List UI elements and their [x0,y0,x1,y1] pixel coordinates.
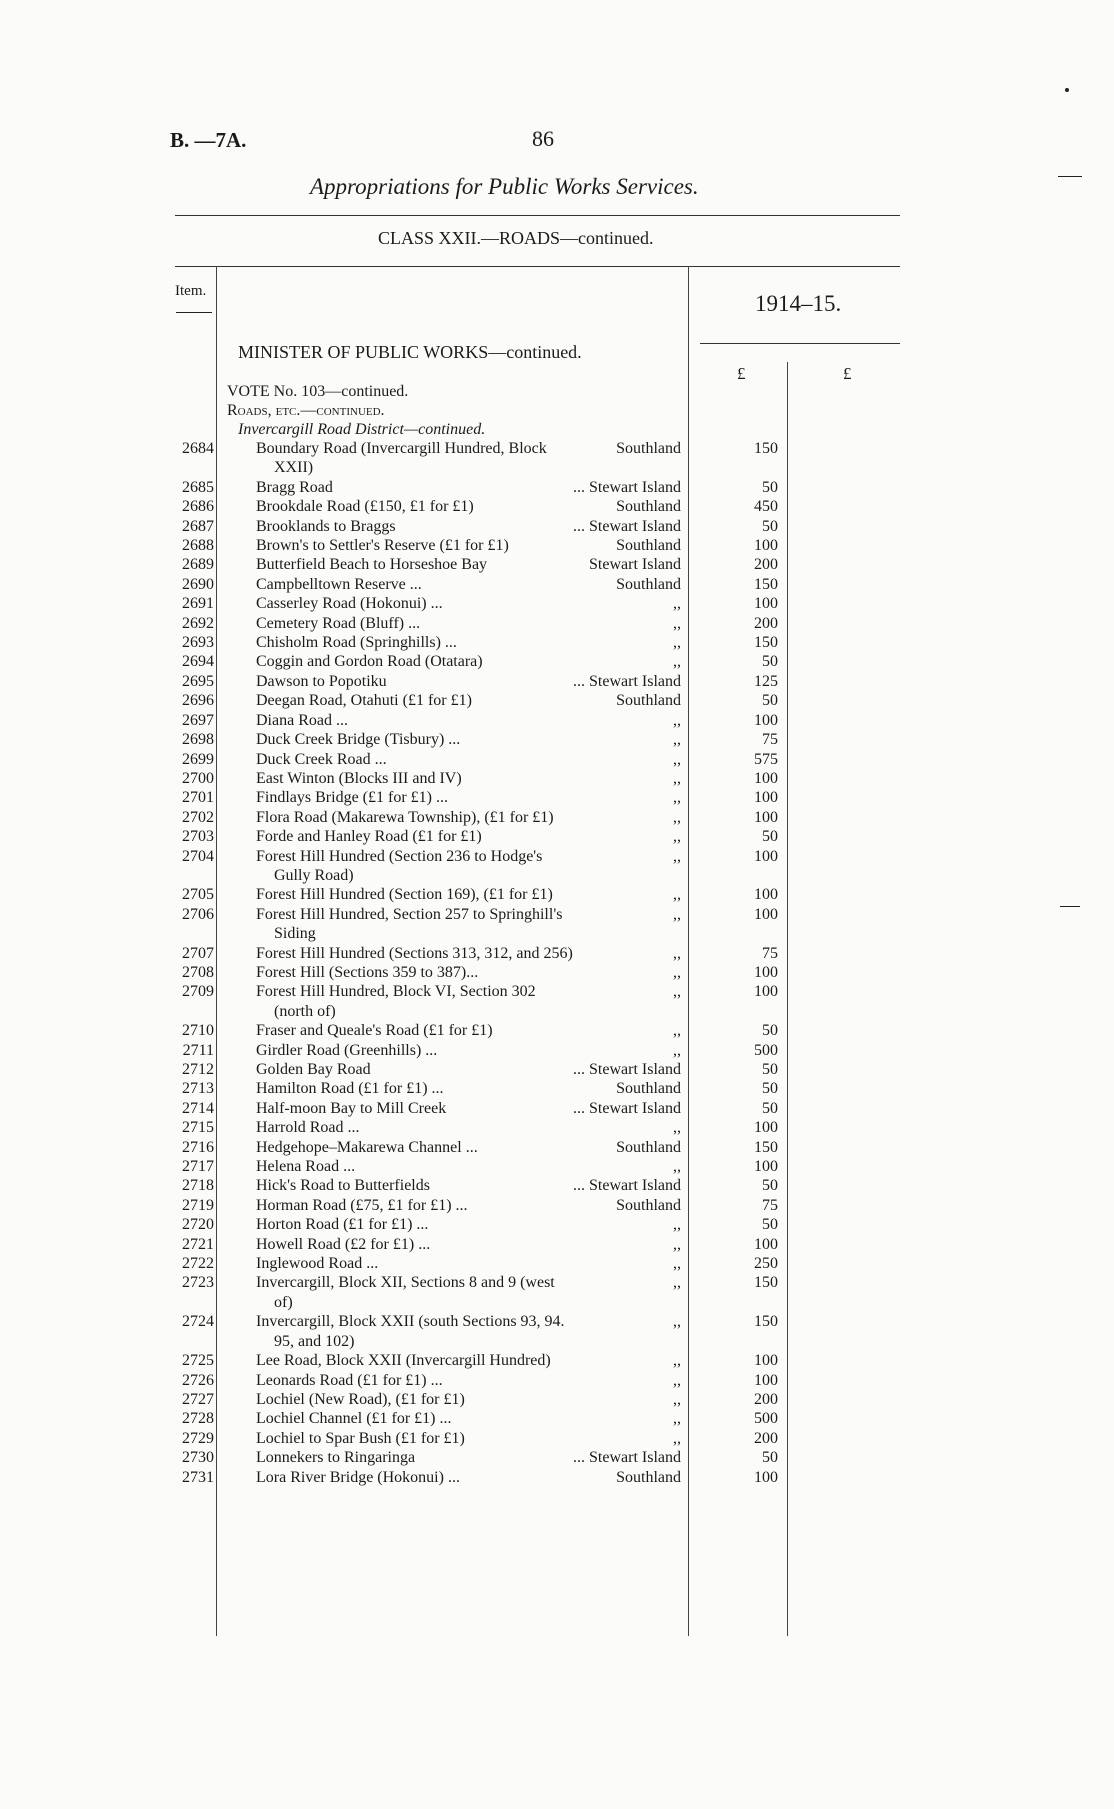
item-amount: 50 [762,653,778,671]
item-number: 2717 [182,1158,214,1176]
margin-mark [1060,906,1080,907]
table-row [0,827,1114,846]
item-description: Chisholm Road (Springhills) ... [256,634,457,652]
item-description: Cemetery Road (Bluff) ... [256,614,421,632]
table-row [0,1060,1114,1079]
item-amount: 100 [754,789,778,807]
item-amount: 150 [754,634,778,652]
item-description: Golden Bay Road [256,1061,371,1078]
item-number: 2685 [182,478,214,496]
item-locality: ... Stewart Island [573,1099,681,1117]
item-amount: 75 [762,1196,778,1214]
item-description: Hamilton Road (£1 for £1) ... [256,1080,444,1098]
item-locality: Stewart Island [589,556,681,574]
table-row [0,963,1114,982]
item-amount: 100 [754,905,778,923]
item-number: 2712 [182,1061,214,1078]
item-locality: ,, [673,983,681,1001]
item-amount: 100 [754,1352,778,1370]
amount-header-rule [700,343,900,344]
item-description: Hedgehope–Makarewa Channel ... [256,1138,478,1156]
item-locality: ,, [673,789,681,807]
item-locality: Southland [616,575,681,593]
item-number: 2729 [182,1429,214,1447]
item-amount: 200 [754,1429,778,1447]
table-row [0,1468,1114,1487]
item-locality: ,, [673,808,681,826]
item-amount: 50 [762,1216,778,1234]
table-row [0,1371,1114,1390]
item-description: Lee Road, Block XXII (Invercargill Hundred) [256,1352,551,1370]
item-amount: 100 [754,886,778,904]
table-row [0,1079,1114,1098]
item-number: 2731 [182,1468,214,1486]
item-description: Lora River Bridge (Hokonui) ... [256,1468,460,1486]
vote-heading: VOTE No. 103—continued. [227,383,409,400]
item-locality: ,, [673,1255,681,1273]
item-locality: ,, [673,1235,681,1253]
item-number: 2720 [182,1216,214,1234]
item-locality: Southland [616,537,681,555]
minister-heading: MINISTER OF PUBLIC WORKS—continued. [238,342,582,362]
item-number: 2713 [182,1080,214,1098]
table-row [0,788,1114,807]
table-row [0,594,1114,613]
table-row [0,730,1114,749]
table-row [0,944,1114,963]
year-column-header: 1914–15. [755,291,842,316]
item-number: 2692 [182,614,214,632]
table-row [0,808,1114,827]
item-description: Horman Road (£75, £1 for £1) ... [256,1196,468,1214]
item-locality: ,, [673,1041,681,1059]
page-number: 86 [532,126,554,151]
item-number: 2709 [182,983,214,1001]
table-row [0,439,1114,478]
item-number: 2721 [182,1235,214,1253]
item-amount: 100 [754,1119,778,1137]
item-description: Girdler Road (Greenhills) ... [256,1041,438,1059]
item-locality: Southland [616,440,681,457]
table-row [0,575,1114,594]
item-amount: 100 [754,1468,778,1486]
margin-dot [1065,88,1069,92]
item-locality: Southland [616,1138,681,1156]
item-amount: 100 [754,595,778,613]
item-description: Forest Hill Hundred (Sections 313, 312, and 256) [256,944,573,962]
table-row [0,633,1114,652]
item-locality: ,, [673,614,681,632]
item-locality: ,, [673,1119,681,1137]
item-locality: ,, [673,769,681,787]
item-number: 2689 [182,556,214,574]
item-amount: 75 [762,731,778,749]
item-amount: 100 [754,808,778,826]
item-number: 2725 [182,1352,214,1370]
table-row [0,1409,1114,1428]
appropriations-table [0,439,1114,1487]
item-description: Howell Road (£2 for £1) ... [256,1235,431,1253]
item-locality: ,, [673,1158,681,1176]
item-number: 2705 [182,886,214,904]
item-number: 2716 [182,1138,214,1156]
item-amount: 100 [754,847,778,865]
item-locality: ,, [673,711,681,729]
item-description: Lochiel (New Road), (£1 for £1) [256,1390,465,1408]
item-number: 2687 [182,517,214,535]
item-description: Leonards Road (£1 for £1) ... [256,1371,443,1389]
table-top-rule [175,266,900,267]
item-description: East Winton (Blocks III and IV) [256,769,462,787]
item-amount: 100 [754,1371,778,1389]
item-number: 2693 [182,634,214,652]
item-locality: ... Stewart Island [573,1061,681,1078]
item-locality: ,, [673,847,681,865]
item-description: Bragg Road [256,478,333,496]
item-locality: ,, [673,886,681,904]
item-locality: ,, [673,1429,681,1447]
item-number: 2700 [182,769,214,787]
table-row [0,769,1114,788]
table-row [0,1351,1114,1370]
item-description: Deegan Road, Otahuti (£1 for £1) [256,692,472,710]
item-description: Boundary Road (Invercargill Hundred, Block XXII) [256,440,547,477]
table-row [0,672,1114,691]
item-description: Invercargill, Block XII, Sections 8 and 9 (west of) [256,1274,555,1311]
item-description: Horton Road (£1 for £1) ... [256,1216,429,1234]
table-row [0,1021,1114,1040]
item-number: 2711 [182,1041,214,1059]
item-amount: 500 [754,1041,778,1059]
item-locality: ,, [673,944,681,962]
item-number: 2699 [182,750,214,768]
item-number: 2715 [182,1119,214,1137]
item-amount: 150 [754,1274,778,1292]
item-locality: ,, [673,905,681,923]
item-locality: ,, [673,595,681,613]
item-amount: 150 [754,440,778,457]
item-locality: ,, [673,1390,681,1408]
item-number: 2691 [182,595,214,613]
table-row [0,691,1114,710]
table-row [0,1429,1114,1448]
item-number: 2690 [182,575,214,593]
item-locality: ... Stewart Island [573,478,681,496]
item-number: 2708 [182,963,214,981]
table-row [0,1099,1114,1118]
table-row [0,750,1114,769]
item-number: 2688 [182,537,214,555]
item-number: 2723 [182,1274,214,1292]
table-row [0,1390,1114,1409]
item-number: 2701 [182,789,214,807]
item-amount: 150 [754,1138,778,1156]
item-amount: 100 [754,983,778,1001]
item-locality: ,, [673,653,681,671]
item-description: Campbelltown Reserve ... [256,575,422,593]
item-amount: 50 [762,1099,778,1117]
pound-header-1: £ [737,364,746,383]
item-description: Forest Hill Hundred (Section 236 to Hodge's Gully Road) [256,847,543,884]
table-row [0,478,1114,497]
item-number: 2706 [182,905,214,923]
item-locality: Southland [616,1080,681,1098]
item-amount: 50 [762,1080,778,1098]
item-number: 2707 [182,944,214,962]
item-description: Lonnekers to Ringaringa [256,1449,416,1467]
item-amount: 250 [754,1255,778,1273]
item-locality: ,, [673,1216,681,1234]
table-row [0,1176,1114,1195]
item-amount: 100 [754,711,778,729]
item-number: 2686 [182,498,214,516]
table-row [0,847,1114,886]
item-column-header: Item. [175,283,207,299]
item-description: Brown's to Settler's Reserve (£1 for £1) [256,537,509,555]
item-number: 2694 [182,653,214,671]
item-number: 2702 [182,808,214,826]
item-locality: Southland [616,1196,681,1214]
item-amount: 100 [754,1235,778,1253]
table-row [0,982,1114,1021]
item-description: Butterfield Beach to Horseshoe Bay [256,556,488,574]
table-row [0,1157,1114,1176]
item-amount: 50 [762,1061,778,1078]
table-row [0,711,1114,730]
table-row [0,652,1114,671]
page-code: B. —7A. [170,128,247,152]
item-amount: 75 [762,944,778,962]
item-locality: ,, [673,1022,681,1040]
item-amount: 200 [754,1390,778,1408]
item-number: 2684 [182,440,214,457]
item-description: Lochiel Channel (£1 for £1) ... [256,1410,452,1428]
item-number: 2696 [182,692,214,710]
item-number: 2703 [182,828,214,846]
item-amount: 150 [754,575,778,593]
item-number: 2710 [182,1022,214,1040]
item-number: 2704 [182,847,214,865]
class-title: CLASS XXII.—ROADS—continued. [378,228,654,248]
item-locality: ... Stewart Island [573,1449,681,1467]
item-amount: 100 [754,1158,778,1176]
table-row [0,497,1114,516]
item-number: 2722 [182,1255,214,1273]
table-row [0,555,1114,574]
item-header-underline [176,312,212,313]
table-row [0,1215,1114,1234]
item-locality: Southland [616,1468,681,1486]
item-amount: 50 [762,692,778,710]
item-description: Findlays Bridge (£1 for £1) ... [256,789,448,807]
item-description: Casserley Road (Hokonui) ... [256,595,443,613]
table-row [0,1448,1114,1467]
table-row [0,1138,1114,1157]
item-locality: ... Stewart Island [573,672,681,690]
item-amount: 50 [762,1177,778,1195]
item-description: Forde and Hanley Road (£1 for £1) [256,828,482,846]
item-locality: ... Stewart Island [573,1177,681,1195]
item-amount: 50 [762,1022,778,1040]
item-amount: 200 [754,556,778,574]
item-description: Diana Road ... [256,711,348,729]
item-description: Brookdale Road (£150, £1 for £1) [256,498,474,516]
table-row [0,1312,1114,1351]
item-amount: 100 [754,537,778,555]
table-row [0,1041,1114,1060]
roads-heading: Roads, etc.—continued. [227,402,385,419]
item-description: Forest Hill Hundred (Section 169), (£1 for £1) [256,886,553,904]
table-row [0,1273,1114,1312]
item-locality: Southland [616,692,681,710]
item-amount: 450 [754,498,778,516]
table-row [0,885,1114,904]
item-description: Fraser and Queale's Road (£1 for £1) [256,1022,493,1040]
item-amount: 500 [754,1410,778,1428]
item-number: 2714 [182,1099,214,1117]
item-amount: 50 [762,1449,778,1467]
item-description: Forest Hill (Sections 359 to 387)... [256,963,479,981]
item-number: 2698 [182,731,214,749]
item-description: Coggin and Gordon Road (Otatara) [256,653,483,671]
table-row [0,1235,1114,1254]
item-description: Invercargill, Block XXII (south Sections 93, 94. 95, and 102) [256,1313,565,1350]
item-description: Brooklands to Braggs [256,517,396,535]
item-amount: 200 [754,614,778,632]
pound-header-2: £ [843,364,852,383]
item-amount: 100 [754,769,778,787]
item-number: 2726 [182,1371,214,1389]
item-locality: ,, [673,963,681,981]
table-row [0,1118,1114,1137]
item-locality: Southland [616,498,681,516]
item-description: Helena Road ... [256,1158,356,1176]
item-amount: 50 [762,517,778,535]
item-description: Inglewood Road ... [256,1255,379,1273]
item-description: Flora Road (Makarewa Township), (£1 for £1) [256,808,554,826]
item-amount: 150 [754,1313,778,1331]
item-number: 2695 [182,672,214,690]
table-row [0,1196,1114,1215]
item-description: Lochiel to Spar Bush (£1 for £1) [256,1429,465,1447]
item-locality: ... Stewart Island [573,517,681,535]
item-amount: 125 [754,672,778,690]
table-row [0,1254,1114,1273]
item-locality: ,, [673,634,681,652]
item-number: 2730 [182,1449,214,1467]
item-amount: 100 [754,963,778,981]
item-locality: ,, [673,750,681,768]
item-locality: ,, [673,1352,681,1370]
item-description: Hick's Road to Butterfields [256,1177,430,1195]
item-description: Half-moon Bay to Mill Creek [256,1099,447,1117]
item-locality: ,, [673,731,681,749]
table-row [0,614,1114,633]
item-amount: 50 [762,478,778,496]
item-amount: 575 [754,750,778,768]
item-locality: ,, [673,828,681,846]
table-row [0,517,1114,536]
margin-mark [1058,176,1082,177]
page-title: Appropriations for Public Works Services. [310,174,699,199]
item-description: Harrold Road ... [256,1119,360,1137]
item-number: 2719 [182,1196,214,1214]
item-amount: 50 [762,828,778,846]
item-locality: ,, [673,1313,681,1331]
item-locality: ,, [673,1274,681,1292]
table-row [0,905,1114,944]
item-locality: ,, [673,1371,681,1389]
item-description: Dawson to Popotiku [256,672,387,690]
item-description: Duck Creek Road ... [256,750,387,768]
item-locality: ,, [673,1410,681,1428]
title-rule [175,215,900,216]
item-number: 2697 [182,711,214,729]
item-number: 2727 [182,1390,214,1408]
item-description: Forest Hill Hundred, Section 257 to Springhill's Siding [256,905,563,943]
item-description: Forest Hill Hundred, Block VI, Section 302 (north of) [256,983,536,1020]
item-number: 2718 [182,1177,214,1195]
district-heading: Invercargill Road District—continued. [238,421,486,438]
table-row [0,536,1114,555]
item-description: Duck Creek Bridge (Tisbury) ... [256,731,461,749]
item-number: 2724 [182,1313,214,1331]
item-number: 2728 [182,1410,214,1428]
